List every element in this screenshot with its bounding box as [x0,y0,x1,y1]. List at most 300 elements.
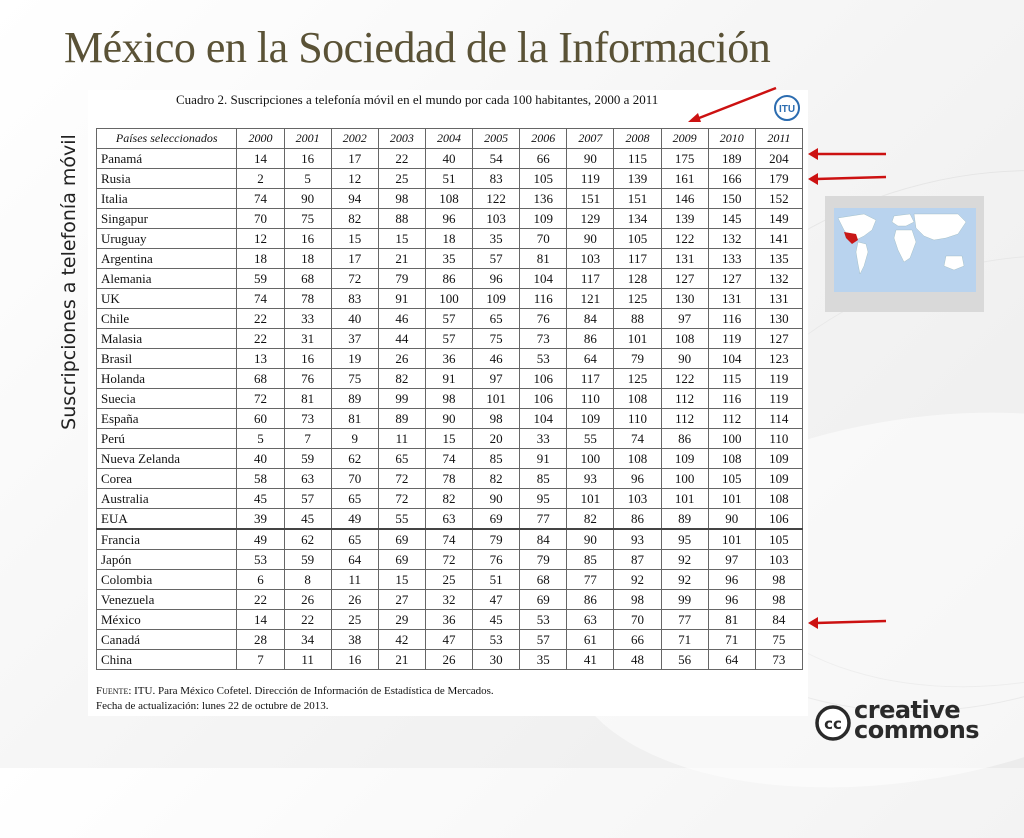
subscription-value: 45 [237,489,284,509]
subscription-value: 64 [708,650,755,670]
source-note [96,684,494,699]
subscription-value: 112 [661,409,708,429]
subscription-value: 96 [425,209,472,229]
country-name: Venezuela [97,590,237,610]
subscription-value: 69 [473,509,520,530]
subscription-value: 89 [661,509,708,530]
subscription-value: 46 [378,309,425,329]
subscription-value: 151 [614,189,661,209]
subscription-value: 90 [567,149,614,169]
table-row [97,590,803,610]
subscription-value: 46 [473,349,520,369]
subscription-value: 73 [520,329,567,349]
column-header-year: 2011 [755,129,802,149]
country-name: China [97,650,237,670]
subscription-value: 95 [661,529,708,550]
subscription-value: 88 [378,209,425,229]
subscription-value: 74 [237,189,284,209]
subscription-value: 98 [473,409,520,429]
subscription-value: 53 [520,349,567,369]
table-row [97,169,803,189]
subscription-value: 84 [567,309,614,329]
subscription-value: 16 [331,650,378,670]
subscription-value: 76 [473,550,520,570]
subscription-value: 15 [378,570,425,590]
subscription-value: 103 [614,489,661,509]
subscription-value: 26 [378,349,425,369]
subscription-value: 139 [614,169,661,189]
subscription-value: 98 [614,590,661,610]
svg-text:ITU: ITU [778,104,796,115]
subscription-value: 66 [614,630,661,650]
subscription-value: 117 [567,269,614,289]
subscription-value: 57 [520,630,567,650]
subscription-value: 105 [708,469,755,489]
subscription-value: 25 [331,610,378,630]
subscription-value: 161 [661,169,708,189]
country-name: Nueva Zelanda [97,449,237,469]
subscription-value: 123 [755,349,802,369]
subscription-value: 92 [661,570,708,590]
subscription-value: 86 [661,429,708,449]
subscription-value: 32 [425,590,472,610]
subscription-value: 39 [237,509,284,530]
subscription-value: 96 [473,269,520,289]
subscription-value: 103 [755,550,802,570]
column-header-year: 2009 [661,129,708,149]
subscription-value: 60 [237,409,284,429]
subscription-value: 95 [520,489,567,509]
subscription-value: 116 [520,289,567,309]
subscription-value: 7 [284,429,331,449]
subscription-value: 56 [661,650,708,670]
subscription-value: 73 [284,409,331,429]
subscription-value: 21 [378,650,425,670]
subscription-value: 73 [755,650,802,670]
subscription-value: 98 [378,189,425,209]
subscription-value: 134 [614,209,661,229]
subscription-value: 75 [331,369,378,389]
subscription-value: 59 [237,269,284,289]
subscription-value: 15 [425,429,472,449]
subscription-value: 88 [614,309,661,329]
table-row [97,229,803,249]
subscription-value: 9 [331,429,378,449]
subscription-value: 86 [614,509,661,530]
subscription-value: 91 [378,289,425,309]
country-name: Canadá [97,630,237,650]
subscription-value: 132 [755,269,802,289]
subscription-value: 74 [614,429,661,449]
subscription-value: 62 [284,529,331,550]
subscription-value: 82 [425,489,472,509]
column-header-year: 2003 [378,129,425,149]
subscription-value: 149 [755,209,802,229]
subscription-value: 11 [378,429,425,449]
subscription-value: 40 [425,149,472,169]
subscription-value: 76 [284,369,331,389]
subscription-value: 106 [755,509,802,530]
subscription-value: 30 [473,650,520,670]
subscription-value: 70 [614,610,661,630]
subscription-value: 109 [755,469,802,489]
subscription-value: 51 [425,169,472,189]
subscription-value: 179 [755,169,802,189]
subscription-value: 72 [378,469,425,489]
subscription-value: 33 [520,429,567,449]
subscription-value: 57 [284,489,331,509]
subscription-value: 78 [425,469,472,489]
subscription-value: 36 [425,349,472,369]
subscription-value: 58 [237,469,284,489]
subscription-value: 100 [661,469,708,489]
subscription-value: 48 [614,650,661,670]
subscription-value: 94 [331,189,378,209]
subscription-value: 145 [708,209,755,229]
subscription-value: 127 [661,269,708,289]
subscription-value: 19 [331,349,378,369]
country-name: Alemania [97,269,237,289]
subscription-value: 150 [708,189,755,209]
column-header-year: 2010 [708,129,755,149]
subscription-value: 103 [567,249,614,269]
column-header-year: 2007 [567,129,614,149]
subscription-value: 18 [237,249,284,269]
subscription-value: 22 [378,149,425,169]
subscription-value: 33 [284,309,331,329]
subscription-value: 101 [708,489,755,509]
subscription-value: 116 [708,309,755,329]
subscription-value: 14 [237,610,284,630]
country-name: Chile [97,309,237,329]
subscriptions-table [96,128,803,670]
table-row [97,409,803,429]
column-header-year: 2001 [284,129,331,149]
subscription-value: 74 [425,529,472,550]
country-name: Holanda [97,369,237,389]
subscription-value: 75 [755,630,802,650]
subscription-value: 119 [567,169,614,189]
subscription-value: 22 [237,309,284,329]
subscription-value: 109 [520,209,567,229]
subscription-value: 117 [614,249,661,269]
subscription-value: 91 [520,449,567,469]
subscription-value: 108 [614,389,661,409]
subscription-value: 82 [378,369,425,389]
subscription-value: 83 [331,289,378,309]
subscription-value: 11 [331,570,378,590]
subscription-value: 12 [237,229,284,249]
subscription-value: 5 [237,429,284,449]
table-row [97,329,803,349]
subscription-value: 98 [755,570,802,590]
table-row [97,630,803,650]
subscription-value: 70 [520,229,567,249]
subscription-value: 2 [237,169,284,189]
subscription-value: 101 [567,489,614,509]
subscription-value: 125 [614,289,661,309]
subscription-value: 90 [567,229,614,249]
subscription-value: 75 [473,329,520,349]
subscription-value: 78 [284,289,331,309]
subscription-value: 55 [567,429,614,449]
subscription-value: 77 [567,570,614,590]
country-name: Malasia [97,329,237,349]
column-header-year: 2008 [614,129,661,149]
subscription-value: 20 [473,429,520,449]
subscription-value: 77 [520,509,567,530]
table-row [97,209,803,229]
subscription-value: 65 [473,309,520,329]
cc-line-commons: commons [854,716,980,744]
subscription-value: 57 [425,329,472,349]
subscription-value: 83 [473,169,520,189]
subscription-value: 26 [425,650,472,670]
subscription-value: 112 [661,389,708,409]
country-name: Australia [97,489,237,509]
country-name: Italia [97,189,237,209]
subscription-value: 82 [331,209,378,229]
country-name: Colombia [97,570,237,590]
subscription-value: 104 [520,409,567,429]
subscription-value: 35 [473,229,520,249]
subscription-value: 109 [661,449,708,469]
subscription-value: 115 [708,369,755,389]
subscription-value: 62 [331,449,378,469]
source-text: ITU. Para México Cofetel. Dirección de Información de Estadística de Mercados. [131,685,494,697]
column-header-year: 2004 [425,129,472,149]
subscription-value: 90 [284,189,331,209]
subscription-value: 79 [614,349,661,369]
subscription-value: 82 [567,509,614,530]
subscription-value: 70 [237,209,284,229]
subscription-value: 71 [661,630,708,650]
vertical-axis-label: Suscripciones a telefonía móvil [58,134,80,430]
subscription-value: 12 [331,169,378,189]
subscription-value: 129 [567,209,614,229]
table-caption: Cuadro 2. Suscripciones a telefonía móvil en el mundo por cada 100 habitantes, 2000 a 2011 [176,92,659,107]
subscription-value: 105 [755,529,802,550]
subscription-value: 85 [520,469,567,489]
subscription-value: 96 [614,469,661,489]
column-header-year: 2002 [331,129,378,149]
subscription-value: 81 [331,409,378,429]
country-name: Corea [97,469,237,489]
subscription-value: 128 [614,269,661,289]
table-row [97,389,803,409]
column-header-year: 2005 [473,129,520,149]
table-row [97,610,803,630]
subscription-value: 69 [378,529,425,550]
country-name: Argentina [97,249,237,269]
table-row [97,509,803,530]
subscription-value: 101 [473,389,520,409]
subscription-value: 108 [425,189,472,209]
subscription-value: 97 [473,369,520,389]
table-row [97,570,803,590]
subscription-value: 109 [473,289,520,309]
subscription-value: 28 [237,630,284,650]
subscription-value: 61 [567,630,614,650]
creative-commons-wordmark [854,696,980,744]
subscription-value: 109 [755,449,802,469]
subscription-value: 74 [237,289,284,309]
subscription-value: 76 [520,309,567,329]
subscription-value: 119 [755,389,802,409]
subscription-value: 110 [755,429,802,449]
arrow-mexico-icon [806,614,890,630]
subscription-value: 26 [331,590,378,610]
subscription-value: 141 [755,229,802,249]
subscription-value: 101 [708,529,755,550]
subscription-value: 105 [614,229,661,249]
update-date: Fecha de actualización: lunes 22 de octubre de 2013. [96,700,329,712]
subscription-value: 71 [708,630,755,650]
subscription-value: 100 [708,429,755,449]
country-name: Singapur [97,209,237,229]
table-row [97,650,803,670]
subscription-value: 16 [284,229,331,249]
subscription-value: 81 [520,249,567,269]
subscription-value: 106 [520,389,567,409]
subscription-value: 130 [661,289,708,309]
subscription-value: 131 [708,289,755,309]
table-row [97,189,803,209]
subscription-value: 66 [520,149,567,169]
subscription-value: 59 [284,550,331,570]
column-header-year: 2000 [237,129,284,149]
country-name: Uruguay [97,229,237,249]
subscription-value: 35 [425,249,472,269]
subscription-value: 29 [378,610,425,630]
subscription-value: 22 [237,590,284,610]
subscription-value: 74 [425,449,472,469]
subscription-value: 105 [520,169,567,189]
subscription-value: 44 [378,329,425,349]
subscription-value: 68 [520,570,567,590]
creative-commons-logo-icon [814,704,852,742]
subscription-value: 79 [378,269,425,289]
subscription-value: 68 [237,369,284,389]
column-header-country: Países seleccionados [97,129,237,149]
country-name: Japón [97,550,237,570]
subscription-value: 69 [520,590,567,610]
source-label: Fuente: [96,685,132,697]
subscription-value: 85 [567,550,614,570]
subscription-value: 130 [755,309,802,329]
subscription-value: 82 [473,469,520,489]
subscription-value: 49 [331,509,378,530]
subscription-value: 45 [473,610,520,630]
subscription-value: 54 [473,149,520,169]
subscription-value: 86 [567,329,614,349]
subscription-value: 65 [378,449,425,469]
subscription-value: 122 [661,369,708,389]
subscription-value: 133 [708,249,755,269]
subscription-value: 112 [708,409,755,429]
country-name: EUA [97,509,237,530]
subscription-value: 38 [331,630,378,650]
subscription-value: 53 [520,610,567,630]
subscription-value: 15 [378,229,425,249]
table-row [97,289,803,309]
subscription-value: 97 [708,550,755,570]
subscription-value: 65 [331,489,378,509]
subscription-value: 119 [755,369,802,389]
subscription-value: 17 [331,149,378,169]
subscription-value: 59 [284,449,331,469]
subscription-value: 49 [237,529,284,550]
subscription-value: 42 [378,630,425,650]
subscription-value: 116 [708,389,755,409]
table-row [97,489,803,509]
subscription-value: 18 [284,249,331,269]
subscription-value: 139 [661,209,708,229]
subscription-value: 72 [425,550,472,570]
subscription-value: 57 [473,249,520,269]
subscription-value: 90 [708,509,755,530]
subscription-value: 132 [708,229,755,249]
subscription-value: 26 [284,590,331,610]
subscription-value: 110 [614,409,661,429]
subscription-value: 89 [331,389,378,409]
subscription-value: 86 [567,590,614,610]
subscription-value: 36 [425,610,472,630]
subscription-value: 189 [708,149,755,169]
subscription-value: 31 [284,329,331,349]
table-row [97,469,803,489]
subscription-value: 108 [755,489,802,509]
subscription-value: 166 [708,169,755,189]
cc-line-creative: creative [854,696,961,724]
subscription-value: 104 [520,269,567,289]
subscription-value: 16 [284,149,331,169]
table-row [97,449,803,469]
subscription-value: 53 [237,550,284,570]
subscription-value: 108 [614,449,661,469]
table-row [97,429,803,449]
subscription-value: 53 [473,630,520,650]
country-name: UK [97,289,237,309]
arrow-panama-icon [806,146,890,162]
subscription-value: 16 [284,349,331,369]
subscription-value: 6 [237,570,284,590]
subscription-value: 47 [473,590,520,610]
subscription-value: 87 [614,550,661,570]
subscription-value: 84 [755,610,802,630]
subscription-value: 117 [567,369,614,389]
country-name: Rusia [97,169,237,189]
slide-title: México en la Sociedad de la Información [64,23,771,72]
subscription-value: 90 [661,349,708,369]
subscription-value: 135 [755,249,802,269]
subscription-value: 21 [378,249,425,269]
subscription-value: 122 [661,229,708,249]
subscription-value: 40 [331,309,378,329]
subscription-value: 146 [661,189,708,209]
country-name: Perú [97,429,237,449]
subscription-value: 89 [378,409,425,429]
subscription-value: 55 [378,509,425,530]
country-name: Brasil [97,349,237,369]
subscription-value: 72 [378,489,425,509]
subscription-value: 79 [520,550,567,570]
subscription-value: 90 [473,489,520,509]
subscription-value: 77 [661,610,708,630]
subscription-value: 92 [661,550,708,570]
subscription-value: 47 [425,630,472,650]
subscription-value: 101 [614,329,661,349]
